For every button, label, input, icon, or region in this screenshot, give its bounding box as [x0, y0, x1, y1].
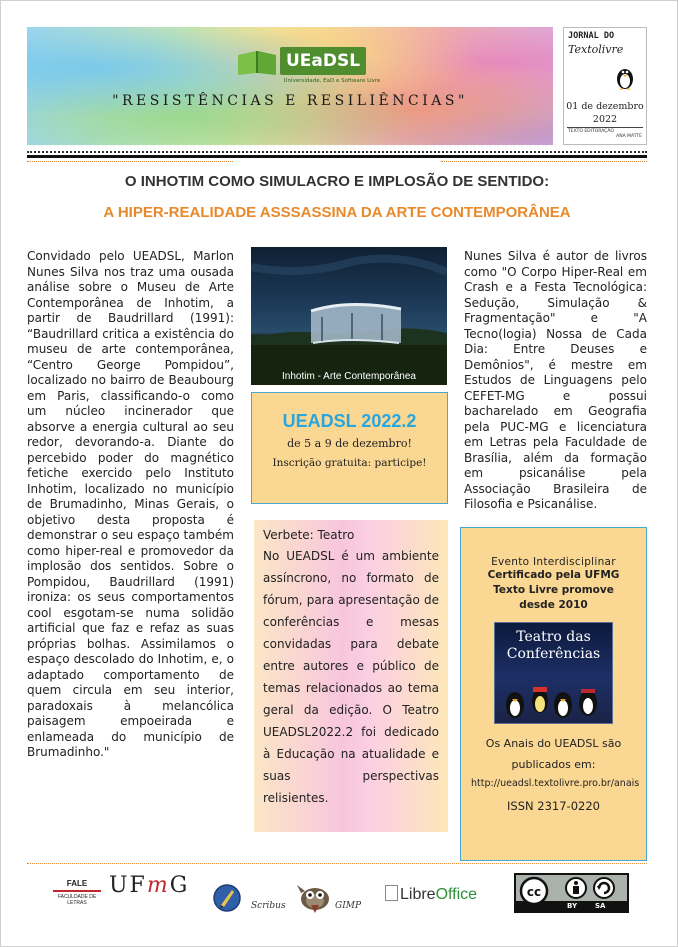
event-registration: Inscrição gratuita: participe! — [272, 457, 427, 469]
edition-motto: "RESISTÊNCIAS E RESILIÊNCIAS" — [112, 93, 468, 109]
divider — [27, 863, 647, 864]
gimp-label: GIMP — [335, 901, 362, 911]
journal-masthead — [563, 27, 647, 145]
libreoffice-logo — [385, 885, 477, 904]
article-right-column: Nunes Silva é autor de livros como "O Corpo Hiper-Real em Crash e a Festa Tecnológica: Sedução, Simulação & Fragmentação" e "A Tecno(logia) Nossa de Cada Dia: Entre Deuses e Demônios", é mestre em Estudos de Linguagens pelo CEFET-MG e possui bacharelado em Geografia pela PUC-MG e licenciatura em Letras pela Faculdade de Brasília, além da formação em psicanálise pela Associação Brasileira de Filosofia e Psicanálise. — [464, 249, 647, 511]
anais-line2: Certificado pela UFMG — [487, 569, 620, 581]
credit-label: TEXTO EDITORAÇÃO — [568, 129, 614, 134]
book-icon — [234, 47, 280, 77]
article-left-column: Convidado pelo UEADSL, Marlon Nunes Silva nos traz uma ousada análise sobre o Museu de Arte Contemporânea de Inhotim, a partir de Baudrillard (1991): “Baudrillard critica a existência do museu de arte contemporânea, “Centro George Pompidou”, localizado no bairro de Beaubourg em Paris, classificando-o como um núcleo incinerador que absorve a energia cultural ao seu redor, devorando-a. Diante do percebido poder do magnético fetiche exercido pelo Instituto Inhotim, localizado no município de Brumadinho, Minas Gerais, o objetivo desta proposta é demonstrar o seu espaço também como hiper-real e promovedor da implosão dos sentidos. Sobre o Pompidou, Baudrillard (1991) ironiza: os seus comportamentos cool esgotam-se numa solidão artificial que faz e refaz as suas próprias bolhas. Assimilamos o espaço descolado do Inhotim, e, o adaptado comportamento de quem circula em seu interior, paradoxais à melancólica paisagem empoeirada e enlameada do município de Brumadinho." — [27, 249, 234, 759]
ufmg-m: m — [146, 873, 170, 898]
gimp-icon — [291, 879, 335, 915]
office-text: Office — [435, 886, 478, 903]
inhotim-photo — [251, 247, 447, 385]
ueadsl-logo — [232, 45, 382, 95]
article-headline: O INHOTIM COMO SIMULACRO E IMPLOSÃO DE SENTIDO: — [124, 173, 550, 190]
ufmg-logo — [109, 873, 189, 898]
museum-image — [251, 247, 447, 385]
ufmg-letters: UF — [109, 873, 147, 898]
fale-logo — [53, 879, 101, 906]
teatro-title: Teatro das Conferências — [506, 629, 601, 662]
document-icon — [385, 885, 398, 901]
creative-commons-badge — [514, 873, 629, 913]
journal-name: Textolivre — [568, 43, 624, 56]
journal-date-day: 01 de dezembro — [566, 101, 644, 112]
event-announcement — [251, 392, 448, 504]
ufmg-g: G — [169, 873, 190, 898]
scribus-label: Scribus — [251, 901, 286, 911]
fale-label: FALE — [53, 879, 101, 892]
header-banner — [27, 27, 553, 145]
cc-by-label: BY — [567, 902, 578, 910]
teatro-conferencias-image — [494, 622, 613, 724]
credit-name: ANA MATTE — [616, 134, 642, 139]
logo-text: UEaDSL — [280, 47, 366, 75]
journal-date-year: 2022 — [592, 114, 618, 125]
anais-line1: Evento Interdisciplinar — [491, 556, 616, 568]
divider — [27, 151, 647, 153]
anais-line4: desde 2010 — [519, 599, 588, 611]
verbete-box — [254, 520, 448, 832]
cc-sa-label: SA — [595, 902, 606, 910]
photo-caption: Inhotim - Arte Contemporânea — [282, 371, 416, 382]
event-dates: de 5 a 9 de dezembro! — [287, 437, 412, 450]
anais-url[interactable]: http://ueadsl.textolivre.pro.br/anais — [471, 778, 640, 789]
logo-tagline: Universidade, EaD e Software Livre — [283, 78, 381, 84]
divider — [441, 161, 647, 162]
journal-date — [564, 100, 646, 126]
penguin-icon — [614, 64, 636, 90]
penguins-icon — [495, 677, 612, 721]
fale-sublabel: FACULDADE DE LETRAS — [57, 894, 97, 906]
scribus-icon — [212, 883, 242, 913]
verbete-text: No UEADSL é um ambiente assíncrono, no formato de fórum, para apresentação de conferências e mesas convidadas para debate entre autores e público de temas relacionados ao tema geral da edição. O Teatro UEADSL2022.2 foi dedicado à Educação na atualidade e suas perspectivas relisientes. — [263, 549, 439, 805]
anais-publication — [471, 733, 640, 817]
divider — [567, 127, 643, 128]
anais-text: Os Anais do UEADSL são publicados em: — [485, 737, 622, 771]
libre-text: Libre — [400, 886, 436, 903]
anais-line3: Texto Livre promove — [493, 584, 614, 596]
verbete-heading: Verbete: Teatro — [263, 528, 355, 542]
divider — [27, 161, 233, 162]
footer-logos — [27, 867, 647, 927]
journal-title: JORNAL DO — [568, 31, 615, 41]
article-subheadline: A HIPER-REALIDADE ASSSASSINA DA ARTE CONTEMPORÂNEA — [103, 204, 571, 221]
anais-issn: ISSN 2317-0220 — [507, 799, 600, 813]
anais-box — [460, 527, 647, 861]
event-title: UEADSL 2022.2 — [282, 411, 417, 431]
divider — [27, 155, 647, 158]
svg-text:cc: cc — [526, 885, 542, 899]
